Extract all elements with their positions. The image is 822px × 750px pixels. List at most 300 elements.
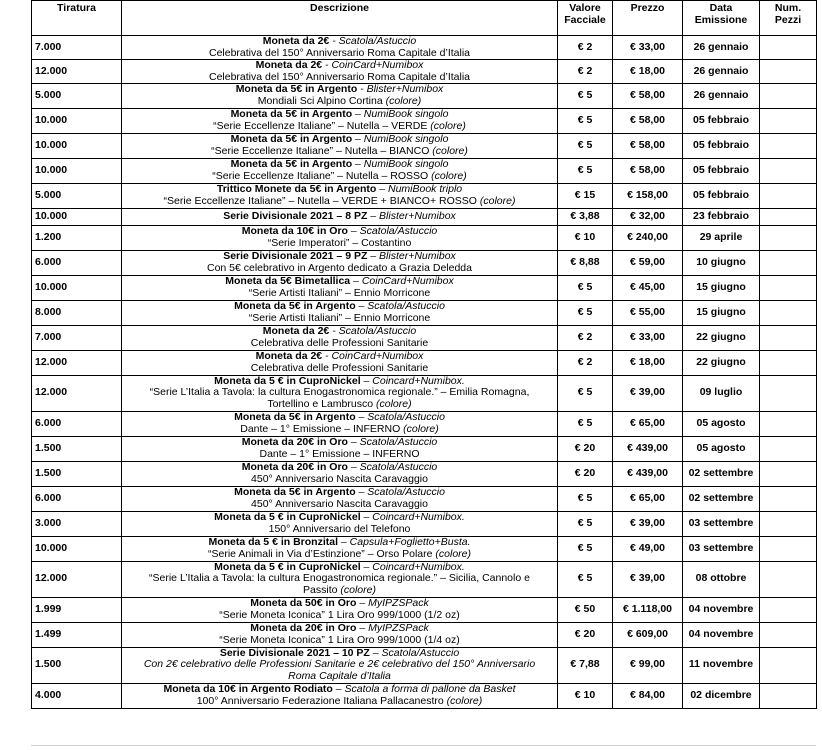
description-packaging: – Coincard+Numibox.: [360, 375, 465, 387]
table-row: [32, 411, 817, 436]
table-row: [32, 561, 817, 597]
description-color-note: (colore): [429, 144, 468, 157]
cell-prezzo: € 439,00: [613, 436, 683, 461]
description-subtitle: “Serie Eccellenze Italiane” – Nutella – VERDE + BIANCO+ ROSSO: [163, 194, 477, 207]
description-subtitle: Dante – 1° Emissione – INFERNO: [259, 447, 420, 460]
description-subtitle-line: [125, 96, 554, 108]
description-packaging: – NumiBook singolo: [352, 108, 449, 120]
table-row: [32, 325, 817, 350]
cell-valore-facciale: € 20: [558, 461, 613, 486]
description-product: Moneta da 5€ in Argento: [230, 108, 353, 120]
cell-tiratura: 12.000: [32, 60, 122, 84]
cell-valore-facciale: € 5: [558, 561, 613, 597]
description-subtitle: Celebrativa del 150° Anniversario Roma Capitale d’Italia: [208, 70, 470, 83]
description-subtitle-line: [125, 48, 554, 60]
cell-num-pezzi: [760, 622, 817, 647]
description-product: Moneta da 5€ in Argento: [230, 158, 353, 170]
cell-num-pezzi: [760, 461, 817, 486]
cell-prezzo: € 59,00: [613, 250, 683, 275]
cell-prezzo: € 65,00: [613, 411, 683, 436]
cell-num-pezzi: [760, 597, 817, 622]
table-row: [32, 375, 817, 411]
cell-num-pezzi: [760, 133, 817, 158]
cell-valore-facciale: € 50: [558, 597, 613, 622]
description-packaging: – MyIPZSPack: [356, 622, 429, 634]
cell-tiratura: 7.000: [32, 36, 122, 60]
cell-tiratura: 10.000: [32, 133, 122, 158]
description-packaging: – MyIPZSPack: [356, 597, 429, 609]
cell-descrizione: [122, 108, 558, 133]
cell-valore-facciale: € 10: [558, 225, 613, 250]
cell-data-emissione: 05 febbraio: [683, 183, 760, 208]
table-row: [32, 84, 817, 108]
cell-valore-facciale: € 5: [558, 486, 613, 511]
cell-prezzo: € 39,00: [613, 375, 683, 411]
table-row: [32, 36, 817, 60]
table-row: [32, 511, 817, 536]
table-row: [32, 461, 817, 486]
cell-num-pezzi: [760, 683, 817, 708]
cell-valore-facciale: € 5: [558, 133, 613, 158]
table-row: [32, 108, 817, 133]
description-color-note: (colore): [432, 547, 471, 560]
cell-tiratura: 12.000: [32, 375, 122, 411]
table-row: [32, 60, 817, 84]
cell-descrizione: [122, 375, 558, 411]
description-color-note: (colore): [443, 694, 483, 707]
description-subtitle: “Serie Artisti Italiani” – Ennio Morricone: [248, 286, 431, 299]
description-subtitle: “Serie Eccellenze Italiane” – Nutella – BIANCO: [211, 144, 430, 157]
cell-prezzo: € 18,00: [613, 60, 683, 84]
cell-data-emissione: 03 settembre: [683, 511, 760, 536]
description-packaging: - CoinCard+Numibox: [322, 350, 424, 362]
cell-descrizione: [122, 486, 558, 511]
description-product: Moneta da 5€ in Argento: [230, 133, 353, 145]
cell-descrizione: [122, 183, 558, 208]
description-subtitle: “Serie L’Italia a Tavola: la cultura Enogastronomica regionale.” – Emilia Romagna,: [149, 386, 530, 399]
cell-prezzo: € 84,00: [613, 683, 683, 708]
description-packaging: – Scatola/Astuccio: [369, 647, 460, 659]
description-extra-line: [125, 585, 554, 597]
cell-data-emissione: 05 febbraio: [683, 133, 760, 158]
cell-num-pezzi: [760, 275, 817, 300]
cell-descrizione: [122, 300, 558, 325]
cell-prezzo: € 58,00: [613, 158, 683, 183]
table-row: [32, 158, 817, 183]
description-subtitle-line: [125, 610, 554, 622]
header-valore-facciale: Valore Facciale: [558, 1, 613, 36]
cell-prezzo: € 99,00: [613, 647, 683, 683]
cell-prezzo: € 33,00: [613, 325, 683, 350]
cell-tiratura: 1.200: [32, 225, 122, 250]
header-data-emissione: Data Emissione: [683, 1, 760, 36]
cell-valore-facciale: € 20: [558, 436, 613, 461]
cell-tiratura: 6.000: [32, 411, 122, 436]
cell-data-emissione: 08 ottobre: [683, 561, 760, 597]
description-subtitle: Con 2€ celebrativo delle Professioni Sanitarie e 2€ celebrativo del 150° Anniversario: [143, 658, 536, 671]
cell-descrizione: [122, 411, 558, 436]
description-color-note: (colore): [427, 119, 466, 132]
description-subtitle-line: [125, 146, 554, 158]
cell-prezzo: € 55,00: [613, 300, 683, 325]
description-extra: Roma Capitale d’Italia: [288, 669, 391, 682]
cell-valore-facciale: € 3,88: [558, 208, 613, 225]
cell-tiratura: 12.000: [32, 561, 122, 597]
table-row: [32, 597, 817, 622]
description-subtitle: “Serie Moneta Iconica” 1 Lira Oro 999/1000 (1/4 oz): [219, 633, 460, 646]
table-row: [32, 183, 817, 208]
description-packaging: – Capsula+Foglietto+Busta.: [338, 536, 471, 548]
cell-prezzo: € 58,00: [613, 84, 683, 108]
description-product: Moneta da 2€: [262, 35, 330, 47]
description-subtitle-line: [125, 499, 554, 511]
description-packaging: – Coincard+Numibox.: [360, 561, 465, 573]
table-row: [32, 683, 817, 708]
cell-data-emissione: 23 febbraio: [683, 208, 760, 225]
cell-tiratura: 10.000: [32, 275, 122, 300]
description-subtitle-line: [125, 238, 554, 250]
description-subtitle: 450° Anniversario Nascita Caravaggio: [251, 472, 428, 485]
description-color-note: (colore): [382, 94, 422, 107]
header-prezzo: Prezzo: [613, 1, 683, 36]
cell-descrizione: [122, 325, 558, 350]
cell-descrizione: [122, 133, 558, 158]
cell-valore-facciale: € 10: [558, 683, 613, 708]
header-tiratura: Tiratura: [32, 1, 122, 36]
cell-num-pezzi: [760, 36, 817, 60]
description-product: Moneta da 5 € in CuproNickel: [214, 511, 361, 523]
description-product: Moneta da 5€ in Argento: [234, 486, 356, 498]
cell-valore-facciale: € 5: [558, 511, 613, 536]
cell-descrizione: [122, 683, 558, 708]
description-subtitle-line: [125, 474, 554, 486]
cell-valore-facciale: € 5: [558, 536, 613, 561]
page-bottom-rule: [31, 745, 816, 746]
description-packaging: – Scatola/Astuccio: [347, 461, 438, 473]
cell-tiratura: 10.000: [32, 536, 122, 561]
cell-valore-facciale: € 8,88: [558, 250, 613, 275]
cell-tiratura: 5.000: [32, 84, 122, 108]
cell-descrizione: [122, 561, 558, 597]
cell-descrizione: [122, 461, 558, 486]
description-product: Moneta da 20€ in Oro: [250, 622, 357, 634]
table-row: [32, 225, 817, 250]
description-subtitle: Mondiali Sci Alpino Cortina: [257, 94, 383, 107]
cell-valore-facciale: € 7,88: [558, 647, 613, 683]
cell-valore-facciale: € 2: [558, 350, 613, 375]
cell-prezzo: € 18,00: [613, 350, 683, 375]
coin-issues-table: [31, 0, 817, 709]
cell-tiratura: 3.000: [32, 511, 122, 536]
cell-prezzo: € 32,00: [613, 208, 683, 225]
cell-num-pezzi: [760, 225, 817, 250]
cell-tiratura: 6.000: [32, 250, 122, 275]
cell-data-emissione: 05 febbraio: [683, 108, 760, 133]
description-product: Moneta da 2€: [255, 59, 323, 72]
cell-num-pezzi: [760, 325, 817, 350]
description-subtitle-line: [125, 449, 554, 461]
cell-num-pezzi: [760, 647, 817, 683]
cell-tiratura: 8.000: [32, 300, 122, 325]
cell-num-pezzi: [760, 486, 817, 511]
cell-valore-facciale: € 5: [558, 375, 613, 411]
description-packaging: – Coincard+Numibox.: [360, 511, 465, 523]
description-product: Serie Divisionale 2021 – 9 PZ: [223, 250, 368, 262]
table-row: [32, 133, 817, 158]
cell-valore-facciale: € 2: [558, 36, 613, 60]
cell-prezzo: € 33,00: [613, 36, 683, 60]
description-subtitle-line: [125, 171, 554, 183]
description-product: Moneta da 5€ in Argento: [234, 411, 356, 423]
cell-valore-facciale: € 15: [558, 183, 613, 208]
cell-data-emissione: 04 novembre: [683, 597, 760, 622]
cell-prezzo: € 1.118,00: [613, 597, 683, 622]
cell-num-pezzi: [760, 250, 817, 275]
description-packaging: – Scatola/Astuccio: [355, 300, 445, 312]
description-subtitle: “Serie Imperatori” – Costantino: [267, 236, 412, 249]
cell-num-pezzi: [760, 60, 817, 84]
cell-valore-facciale: € 5: [558, 108, 613, 133]
cell-num-pezzi: [760, 411, 817, 436]
description-subtitle: “Serie L’Italia a Tavola: la cultura Enogastronomica regionale.” – Sicilia, Cannolo e: [149, 572, 530, 585]
description-product: Moneta da 5 € in CuproNickel: [214, 375, 361, 387]
description-product: Moneta da 20€ in Oro: [241, 461, 348, 473]
description-subtitle-line: [125, 363, 554, 375]
cell-num-pezzi: [760, 375, 817, 411]
cell-num-pezzi: [760, 350, 817, 375]
cell-num-pezzi: [760, 183, 817, 208]
cell-descrizione: [122, 511, 558, 536]
description-subtitle-line: [125, 121, 554, 133]
cell-descrizione: [122, 60, 558, 84]
cell-valore-facciale: € 5: [558, 158, 613, 183]
description-product: Moneta da 2€: [262, 325, 330, 337]
description-subtitle-line: [125, 338, 554, 350]
cell-descrizione: [122, 647, 558, 683]
description-packaging: – NumiBook singolo: [352, 158, 449, 170]
cell-data-emissione: 04 novembre: [683, 622, 760, 647]
cell-descrizione: [122, 622, 558, 647]
cell-data-emissione: 09 luglio: [683, 375, 760, 411]
description-product: Moneta da 2€: [255, 350, 323, 362]
description-subtitle-line: [125, 549, 554, 561]
description-product: Moneta da 10€ in Argento Rodiato: [163, 683, 333, 695]
description-product: Moneta da 5€ Bimetallica: [225, 275, 351, 287]
cell-descrizione: [122, 36, 558, 60]
cell-data-emissione: 03 settembre: [683, 536, 760, 561]
description-packaging: – CoinCard+Numibox: [350, 275, 454, 287]
cell-tiratura: 1.500: [32, 436, 122, 461]
description-packaging: – Blister+Numibox: [367, 250, 456, 262]
description-packaging: – Scatola/Astuccio: [355, 486, 445, 498]
description-subtitle: “Serie Moneta Iconica” 1 Lira Oro 999/1000 (1/2 oz): [219, 608, 460, 621]
description-subtitle-line: [125, 424, 554, 436]
cell-num-pezzi: [760, 561, 817, 597]
cell-data-emissione: 02 dicembre: [683, 683, 760, 708]
cell-descrizione: [122, 275, 558, 300]
cell-descrizione: [122, 225, 558, 250]
description-color-note: (colore): [373, 397, 412, 410]
cell-valore-facciale: € 2: [558, 60, 613, 84]
cell-valore-facciale: € 5: [558, 275, 613, 300]
description-subtitle: 100° Anniversario Federazione Italiana Pallacanestro: [196, 694, 444, 707]
description-product: Moneta da 20€ in Oro: [241, 436, 348, 448]
cell-valore-facciale: € 5: [558, 300, 613, 325]
cell-data-emissione: 02 settembre: [683, 486, 760, 511]
description-color-note: (colore): [337, 583, 376, 596]
description-subtitle-line: [125, 263, 554, 275]
description-subtitle: 450° Anniversario Nascita Caravaggio: [251, 497, 428, 510]
description-subtitle-line: [125, 196, 554, 208]
cell-tiratura: 5.000: [32, 183, 122, 208]
table-row: [32, 250, 817, 275]
table-row: [32, 275, 817, 300]
description-subtitle: Con 5€ celebrativo in Argento dedicato a Grazia Deledda: [206, 261, 472, 274]
cell-prezzo: € 158,00: [613, 183, 683, 208]
cell-num-pezzi: [760, 208, 817, 225]
description-color-note: (colore): [476, 194, 516, 207]
cell-valore-facciale: € 20: [558, 622, 613, 647]
description-product: Moneta da 5 € in Bronzital: [208, 536, 338, 548]
cell-descrizione: [122, 536, 558, 561]
description-subtitle: “Serie Artisti Italiani” – Ennio Morricone: [248, 311, 431, 324]
table-body: [32, 36, 817, 709]
cell-tiratura: 1.500: [32, 647, 122, 683]
cell-prezzo: € 58,00: [613, 108, 683, 133]
description-extra: Passito: [303, 583, 338, 596]
description-packaging: – Blister+Numibox: [367, 209, 456, 222]
cell-data-emissione: 26 gennaio: [683, 36, 760, 60]
description-subtitle-line: [125, 635, 554, 647]
cell-data-emissione: 22 giugno: [683, 325, 760, 350]
description-subtitle: Celebrativa delle Professioni Sanitarie: [250, 361, 429, 374]
cell-descrizione: [122, 84, 558, 108]
description-packaging: - CoinCard+Numibox: [322, 59, 424, 72]
table-row: [32, 622, 817, 647]
cell-data-emissione: 11 novembre: [683, 647, 760, 683]
cell-tiratura: 6.000: [32, 486, 122, 511]
cell-descrizione: [122, 436, 558, 461]
cell-descrizione: [122, 208, 558, 225]
cell-tiratura: 12.000: [32, 350, 122, 375]
cell-num-pezzi: [760, 300, 817, 325]
cell-prezzo: € 439,00: [613, 461, 683, 486]
cell-valore-facciale: € 2: [558, 325, 613, 350]
description-product: Trittico Monete da 5€ in Argento: [216, 183, 377, 195]
description-subtitle: Dante – 1° Emissione – INFERNO: [240, 422, 401, 435]
cell-data-emissione: 05 febbraio: [683, 158, 760, 183]
cell-data-emissione: 05 agosto: [683, 411, 760, 436]
description-packaging: – NumiBook singolo: [352, 133, 449, 145]
description-subtitle: Celebrativa del 150° Anniversario Roma Capitale d’Italia: [208, 46, 470, 59]
description-product: Moneta da 50€ in Oro: [250, 597, 357, 609]
header-num-pezzi: Num. Pezzi: [760, 1, 817, 36]
header-descrizione: Descrizione: [122, 1, 558, 36]
table-row: [32, 436, 817, 461]
cell-tiratura: 1.999: [32, 597, 122, 622]
cell-tiratura: 4.000: [32, 683, 122, 708]
description-extra-line: [125, 671, 554, 683]
cell-prezzo: € 65,00: [613, 486, 683, 511]
cell-prezzo: € 39,00: [613, 561, 683, 597]
cell-descrizione: [122, 158, 558, 183]
description-packaging: – Scatola/Astuccio: [347, 436, 438, 448]
cell-prezzo: € 609,00: [613, 622, 683, 647]
description-title-line: [125, 211, 554, 223]
cell-num-pezzi: [760, 158, 817, 183]
table-row: [32, 300, 817, 325]
description-packaging: – NumiBook triplo: [376, 183, 463, 195]
description-packaging: - Blister+Numibox: [357, 83, 444, 96]
cell-data-emissione: 26 gennaio: [683, 84, 760, 108]
cell-prezzo: € 58,00: [613, 133, 683, 158]
description-product: Serie Divisionale 2021 – 8 PZ: [223, 209, 368, 222]
cell-tiratura: 10.000: [32, 108, 122, 133]
cell-descrizione: [122, 597, 558, 622]
cell-data-emissione: 15 giugno: [683, 275, 760, 300]
cell-tiratura: 1.500: [32, 461, 122, 486]
cell-data-emissione: 10 giugno: [683, 250, 760, 275]
description-color-note: (colore): [400, 422, 439, 435]
description-product: Moneta da 10€ in Oro: [241, 225, 348, 237]
description-subtitle: “Serie Eccellenze Italiane” – Nutella – VERDE: [213, 119, 428, 132]
cell-tiratura: 1.499: [32, 622, 122, 647]
description-subtitle-line: [125, 72, 554, 84]
description-packaging: – Scatola a forma di pallone da Basket: [332, 683, 516, 695]
table-row: [32, 350, 817, 375]
cell-prezzo: € 240,00: [613, 225, 683, 250]
cell-num-pezzi: [760, 84, 817, 108]
description-product: Moneta da 5€ in Argento: [235, 83, 358, 96]
description-subtitle-line: [125, 313, 554, 325]
table-row: [32, 208, 817, 225]
cell-num-pezzi: [760, 108, 817, 133]
description-packaging: - Scatola/Astuccio: [329, 325, 417, 337]
cell-data-emissione: 05 agosto: [683, 436, 760, 461]
description-subtitle: Celebrativa delle Professioni Sanitarie: [250, 336, 429, 349]
description-subtitle-line: [125, 524, 554, 536]
cell-num-pezzi: [760, 536, 817, 561]
cell-descrizione: [122, 250, 558, 275]
cell-prezzo: € 39,00: [613, 511, 683, 536]
description-packaging: - Scatola/Astuccio: [329, 35, 417, 47]
cell-valore-facciale: € 5: [558, 411, 613, 436]
table-row: [32, 536, 817, 561]
cell-tiratura: 10.000: [32, 208, 122, 225]
cell-data-emissione: 02 settembre: [683, 461, 760, 486]
description-packaging: – Scatola/Astuccio: [347, 225, 438, 237]
description-subtitle: “Serie Animali in Via d’Estinzione” – Orso Polare: [207, 547, 433, 560]
table-row: [32, 647, 817, 683]
cell-tiratura: 10.000: [32, 158, 122, 183]
description-product: Moneta da 5€ in Argento: [234, 300, 356, 312]
cell-valore-facciale: € 5: [558, 84, 613, 108]
description-packaging: – Scatola/Astuccio: [355, 411, 445, 423]
table-header-row: [32, 1, 817, 36]
description-subtitle: “Serie Eccellenze Italiane” – Nutella – ROSSO: [212, 169, 429, 182]
description-extra-line: [125, 399, 554, 411]
cell-num-pezzi: [760, 511, 817, 536]
cell-prezzo: € 49,00: [613, 536, 683, 561]
cell-descrizione: [122, 350, 558, 375]
cell-data-emissione: 29 aprile: [683, 225, 760, 250]
description-extra: Tortellino e Lambrusco: [267, 397, 374, 410]
cell-data-emissione: 22 giugno: [683, 350, 760, 375]
description-color-note: (colore): [428, 169, 467, 182]
description-subtitle-line: [125, 696, 554, 708]
description-subtitle-line: [125, 288, 554, 300]
cell-data-emissione: 26 gennaio: [683, 60, 760, 84]
